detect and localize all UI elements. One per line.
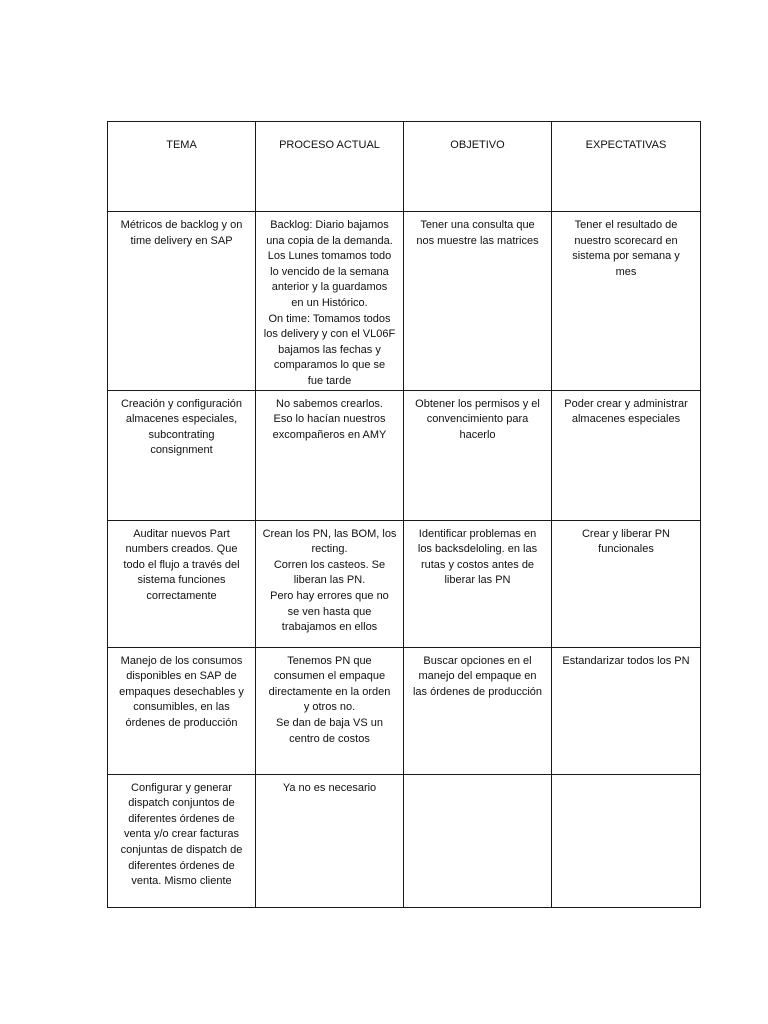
cell-tema: Auditar nuevos Part numbers creados. Que todo el flujo a través del sistema funciones correctamente (108, 520, 256, 647)
cell-tema: Manejo de los consumos disponibles en SAP de empaques desechables y consumibles, en las órdenes de producción (108, 647, 256, 774)
cell-proceso-actual: Tenemos PN que consumen el empaque directamente en la orden y otros no. Se dan de baja VS un centro de costos (256, 647, 404, 774)
cell-expectativas: Poder crear y administrar almacenes especiales (552, 390, 701, 520)
cell-proceso-actual: Ya no es necesario (256, 774, 404, 907)
table-header-row (108, 122, 701, 212)
cell-objetivo: Identificar problemas en los backsdeloling. en las rutas y costos antes de liberar las PN (404, 520, 552, 647)
table-row (108, 212, 701, 391)
header-objetivo: OBJETIVO (404, 122, 552, 212)
cell-proceso-actual: Backlog: Diario bajamos una copia de la demanda. Los Lunes tomamos todo lo vencido de la semana anterior y la guardamos en un Histórico. On time: Tomamos todos los delivery y con el VL06F bajamos las fechas y comparamos lo que se fue tarde (256, 212, 404, 391)
cell-objetivo: Obtener los permisos y el convencimiento para hacerlo (404, 390, 552, 520)
cell-proceso-actual: No sabemos crearlos. Eso lo hacían nuestros excompañeros en AMY (256, 390, 404, 520)
cell-proceso-actual: Crean los PN, las BOM, los recting. Corren los casteos. Se liberan las PN. Pero hay errores que no se ven hasta que trabajamos en ellos (256, 520, 404, 647)
cell-tema: Creación y configuración almacenes especiales, subcontrating consignment (108, 390, 256, 520)
cell-objetivo (404, 774, 552, 907)
header-tema: TEMA (108, 122, 256, 212)
cell-tema: Métricos de backlog y on time delivery en SAP (108, 212, 256, 391)
header-proceso-actual: PROCESO ACTUAL (256, 122, 404, 212)
table-row (108, 520, 701, 647)
cell-expectativas: Estandarizar todos los PN (552, 647, 701, 774)
header-expectativas: EXPECTATIVAS (552, 122, 701, 212)
cell-tema: Configurar y generar dispatch conjuntos de diferentes órdenes de venta y/o crear facturas conjuntas de dispatch de diferentes órdenes de venta. Mismo cliente (108, 774, 256, 907)
cell-objetivo: Buscar opciones en el manejo del empaque en las órdenes de producción (404, 647, 552, 774)
table-row (108, 390, 701, 520)
cell-expectativas: Crear y liberar PN funcionales (552, 520, 701, 647)
table-row (108, 647, 701, 774)
process-table (107, 121, 701, 908)
cell-objetivo: Tener una consulta que nos muestre las matrices (404, 212, 552, 391)
cell-expectativas: Tener el resultado de nuestro scorecard en sistema por semana y mes (552, 212, 701, 391)
table-row (108, 774, 701, 907)
cell-expectativas (552, 774, 701, 907)
